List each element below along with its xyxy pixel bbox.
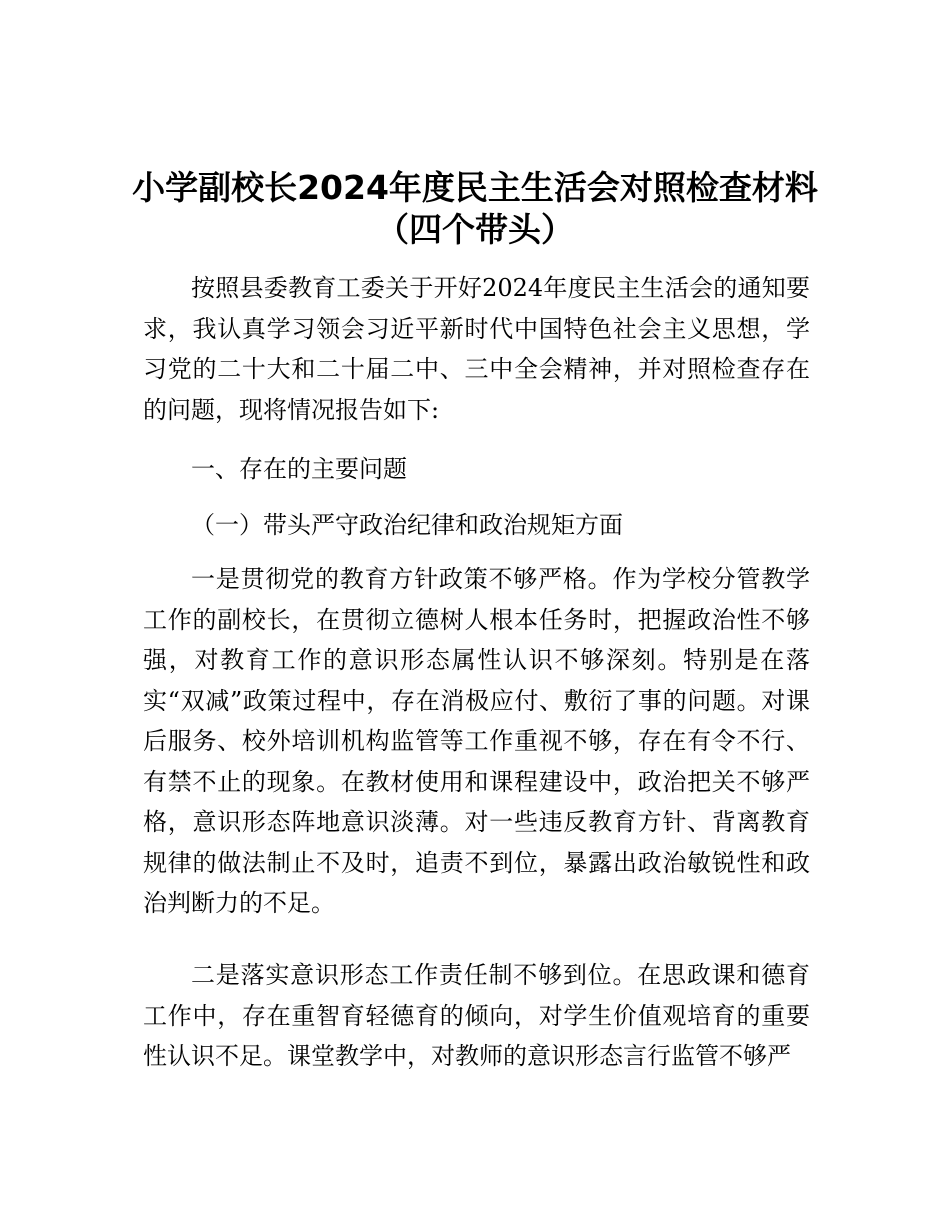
heading-text: 一、存在的主要问题 (191, 455, 407, 483)
subsection-heading (143, 505, 810, 546)
paragraph-text: 按照县委教育工委关于开好2024年度民主生活会的通知要求，我认真学习领会习近平新时代中国特色社会主义思想，学习党的二十大和二十届二中、三中全会精神，并对照检查存在的问题，现将情况报告如下: (143, 274, 810, 424)
document-subtitle: （四个带头） (376, 210, 574, 249)
body-paragraph-1 (143, 559, 810, 924)
intro-paragraph (143, 268, 810, 430)
paragraph-text: 一是贯彻党的教育方针政策不够严格。作为学校分管教学工作的副校长，在贯彻立德树人根本任务时，把握政治性不够强，对教育工作的意识形态属性认识不够深刻。特别是在落实“双减”政策过程中，存在消极应付、敷衍了事的问题。对课后服务、校外培训机构监管等工作重视不够，存在有令不行、有禁不止的现象。在教材使用和课程建设中，政治把关不够严格，意识形态阵地意识淡薄。对一些违反教育方针、背离教育规律的做法制止不及时，追责不到位，暴露出政治敏锐性和政治判断力的不足。 (143, 565, 810, 917)
subheading-text: （一）带头严守政治纪律和政治规矩方面 (191, 511, 623, 539)
paragraph-text: 二是落实意识形态工作责任制不够到位。在思政课和德育工作中，存在重智育轻德育的倾向，对学生价值观培育的重要性认识不足。课堂教学中，对教师的意识形态言行监管不够严 (143, 961, 810, 1070)
document-title: 小学副校长2024年度民主生活会对照检查材料 (132, 168, 818, 207)
body-paragraph-2 (143, 955, 810, 1077)
section-heading (143, 449, 810, 490)
